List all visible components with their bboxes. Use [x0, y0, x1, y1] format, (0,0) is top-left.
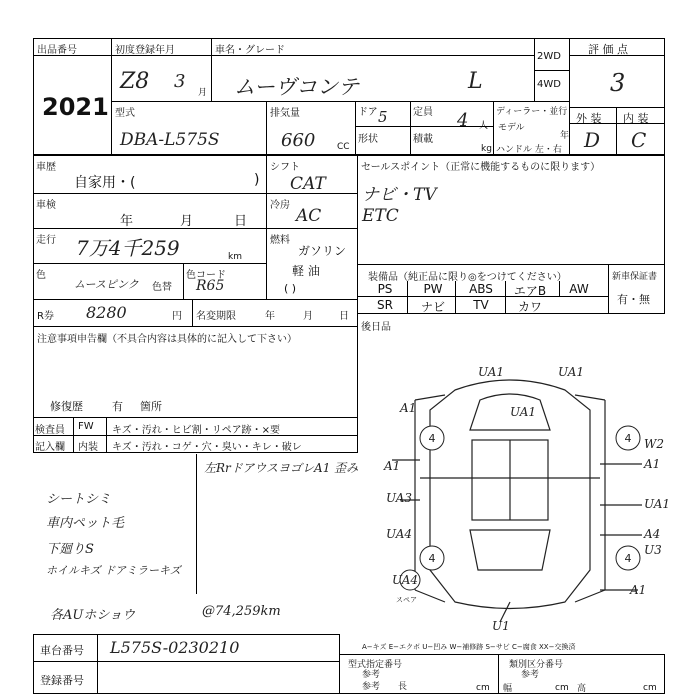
mark-3: A1	[400, 401, 417, 415]
rating-value: 3	[610, 69, 626, 97]
comment-4: 下廻りS	[46, 542, 94, 557]
mileage-label: 走行	[36, 235, 56, 246]
model-year-label: モデル	[498, 123, 525, 133]
dealer-cell	[493, 101, 570, 155]
comment-5: ホイルキズ ドアミラーキズ	[46, 564, 181, 577]
equip-sr: SR	[377, 298, 393, 312]
displacement-value: 660	[281, 130, 316, 151]
inspection-month: 月	[180, 214, 194, 229]
equip-tv: TV	[473, 298, 489, 312]
dealer-label: ディーラー・並行	[496, 107, 568, 117]
color-change-label: 色替	[152, 282, 172, 293]
mark-10: A1	[644, 457, 661, 471]
comment-1: 左RrドアウスヨゴレA1 歪み	[204, 461, 359, 475]
fuel-diesel: 軽 油	[292, 264, 320, 278]
first-reg-cell	[111, 38, 212, 102]
equip-navi: ナビ	[420, 300, 445, 314]
mark-14: A1	[630, 583, 647, 597]
displacement-label: 排気量	[270, 108, 300, 119]
name-change-month: 月	[303, 311, 313, 322]
comment-6: 各AUホショウ	[50, 608, 136, 623]
four-wd: 4WD	[537, 79, 561, 90]
category-reference: 参考	[521, 670, 540, 680]
mark-2: UA1	[510, 405, 537, 419]
tire-rr-value: 4	[624, 552, 632, 565]
kg-unit: kg	[481, 144, 492, 154]
name-change-year: 年	[265, 311, 275, 322]
mark-11: UA1	[644, 497, 671, 511]
name-change-cell	[192, 299, 358, 327]
fuel-paren: ( )	[284, 282, 297, 295]
writer-label: 記入欄	[35, 442, 65, 453]
month-unit: 月	[198, 88, 208, 98]
interior-items: キズ・汚れ・コゲ・穴・臭い・キレ・破レ	[112, 442, 302, 453]
registration-label: 登録番号	[40, 674, 84, 687]
lot-number: 2021	[42, 93, 109, 121]
fw-label: FW	[78, 421, 94, 432]
inspection-day: 日	[234, 214, 248, 229]
inspector-label: 検査員	[35, 425, 65, 436]
displacement-cell	[266, 101, 356, 155]
car-label: 車名・グレード	[215, 45, 285, 56]
equip-ps: PS	[377, 282, 393, 296]
category-cell	[498, 654, 665, 694]
rating-cell	[569, 38, 665, 108]
cc-unit: CC	[337, 142, 350, 152]
registration-cell	[33, 661, 340, 694]
selling-label: セールスポイント（正常に機能するものに限ります）	[361, 162, 601, 173]
first-reg-label: 初度登録年月	[115, 45, 175, 56]
repair-label: 修復歴	[50, 400, 83, 413]
chassis-label: 車台番号	[40, 644, 84, 657]
equip-pw: PW	[423, 282, 443, 296]
selling-point-1: ナビ・TV	[362, 185, 437, 205]
fw-items: キズ・汚れ・ヒビ割・リペア跡・×要	[112, 425, 280, 436]
fuel-label: 燃料	[270, 235, 290, 246]
two-wd: 2WD	[537, 51, 561, 62]
interior-check-label: 内装	[78, 442, 98, 453]
name-change-label: 名変期限	[196, 311, 236, 322]
reg-month: 3	[174, 71, 186, 92]
mark-12: A4	[644, 527, 661, 541]
new-car-warranty-cell	[608, 264, 665, 314]
history-close: )	[254, 172, 260, 188]
mark-7: UA4	[392, 573, 419, 587]
recycle-label: R券	[37, 311, 54, 322]
chassis-value: L575S-0230210	[110, 638, 240, 657]
notes-label: 注意事項申告欄（不具合内容は具体的に記入して下さい）	[37, 334, 297, 345]
later-docs-label: 後日品	[361, 322, 391, 333]
length-cm: cm	[476, 683, 490, 693]
tires	[400, 426, 640, 590]
shift-label: シフト	[270, 162, 300, 173]
rating-label: 評 価 点	[588, 43, 628, 56]
mark-0: UA1	[478, 365, 505, 379]
height-cm: cm	[643, 683, 657, 693]
interior-cell	[616, 107, 665, 155]
ac-label: 冷房	[270, 200, 290, 211]
mark-6: UA4	[386, 527, 413, 541]
comment-3: 車内ペット毛	[46, 516, 125, 531]
doors-cell	[355, 101, 411, 155]
mark-9: W2	[644, 437, 664, 451]
new-car-label: 新車保証書	[612, 272, 658, 282]
lot-label: 出品番号	[37, 45, 77, 56]
exterior-value: D	[584, 128, 601, 152]
equip-aw: AW	[569, 282, 589, 296]
color-code-label: 色コード	[186, 270, 226, 281]
damage-legend: A−キズ E−エクボ U−凹み W−補修跡 S−サビ C−腐食 XX−交換済	[362, 643, 576, 651]
height-label: 高	[577, 684, 587, 694]
type-reference: 参考	[362, 670, 381, 680]
type-reference-extra: 参考	[362, 682, 381, 692]
doors-value: 5	[378, 108, 388, 126]
km-unit: km	[228, 252, 242, 262]
interior-value: C	[631, 128, 647, 152]
year-label: 年	[560, 131, 570, 141]
capacity-cell	[410, 101, 494, 155]
shape-label: 形状	[358, 134, 378, 145]
capacity-value: 4	[457, 110, 469, 131]
mark-5: UA3	[386, 491, 413, 505]
model-value: DBA-L575S	[120, 130, 220, 150]
history-value: 自家用・(	[74, 175, 136, 191]
selling-point-2: ETC	[362, 206, 399, 226]
capacity-label: 定員	[413, 107, 433, 118]
tire-fl-value: 4	[428, 432, 436, 445]
type-designation-label: 型式指定番号	[348, 660, 403, 670]
tire-rl-value: 4	[428, 552, 436, 565]
ac-value: AC	[296, 206, 322, 226]
category-label: 類別区分番号	[509, 660, 564, 670]
comment-2: シートシミ	[46, 492, 112, 507]
repair-value: 有	[112, 400, 123, 413]
fuel-gasoline: ガソリン	[298, 244, 347, 258]
mileage-value: 7万4千259	[76, 236, 180, 260]
exterior-label: 外 装	[576, 112, 602, 125]
model-label: 型式	[115, 108, 135, 119]
car-name: ムーヴコンテ	[234, 75, 359, 99]
spare-label: スペア	[396, 596, 417, 604]
history-label: 車歴	[36, 162, 56, 173]
recycle-cell	[33, 299, 193, 327]
name-change-day: 日	[339, 311, 349, 322]
mark-1: UA1	[558, 365, 585, 379]
new-car-value: 有・無	[617, 293, 650, 306]
model-cell	[111, 101, 267, 155]
shift-value: CAT	[290, 174, 326, 194]
interior-label: 内 装	[623, 112, 649, 125]
length-label: 長	[398, 682, 408, 692]
inspection-label: 車検	[36, 200, 56, 211]
load-label: 積載	[413, 134, 433, 145]
inspection-year: 年	[120, 214, 134, 229]
mark-8: U1	[492, 619, 510, 633]
width-label: 幅	[503, 684, 513, 694]
chassis-cell	[33, 634, 340, 662]
yen-unit: 円	[172, 311, 182, 322]
width-cm: cm	[555, 683, 569, 693]
recycle-value: 8280	[86, 303, 127, 322]
equipment-label: 装備品（純正品に限り◎をつけてください）	[368, 272, 567, 283]
reg-year: Z8	[120, 69, 150, 94]
color-value: ムースピンク	[74, 278, 139, 291]
equipment-row-2	[361, 298, 605, 315]
color-code-value: R65	[196, 278, 225, 294]
car-cell	[211, 38, 535, 102]
tire-fr-value: 4	[624, 432, 632, 445]
exterior-cell	[569, 107, 617, 155]
color-label: 色	[36, 270, 46, 281]
type-designation-cell	[339, 654, 499, 694]
mark-13: U3	[644, 543, 662, 557]
equip-abs: ABS	[469, 282, 493, 296]
mark-4: A1	[384, 459, 401, 473]
car-damage-diagram	[360, 340, 671, 640]
equip-leather: カワ	[517, 300, 542, 314]
equip-airbag: エアB	[513, 284, 547, 298]
doors-label: ドア	[358, 107, 378, 118]
comment-7: @74,259km	[202, 604, 281, 619]
grade: L	[468, 69, 483, 94]
person-unit: 人	[479, 121, 489, 131]
handle-label: ハンドル 左・右	[496, 145, 562, 155]
part-label: 箇所	[140, 400, 162, 413]
